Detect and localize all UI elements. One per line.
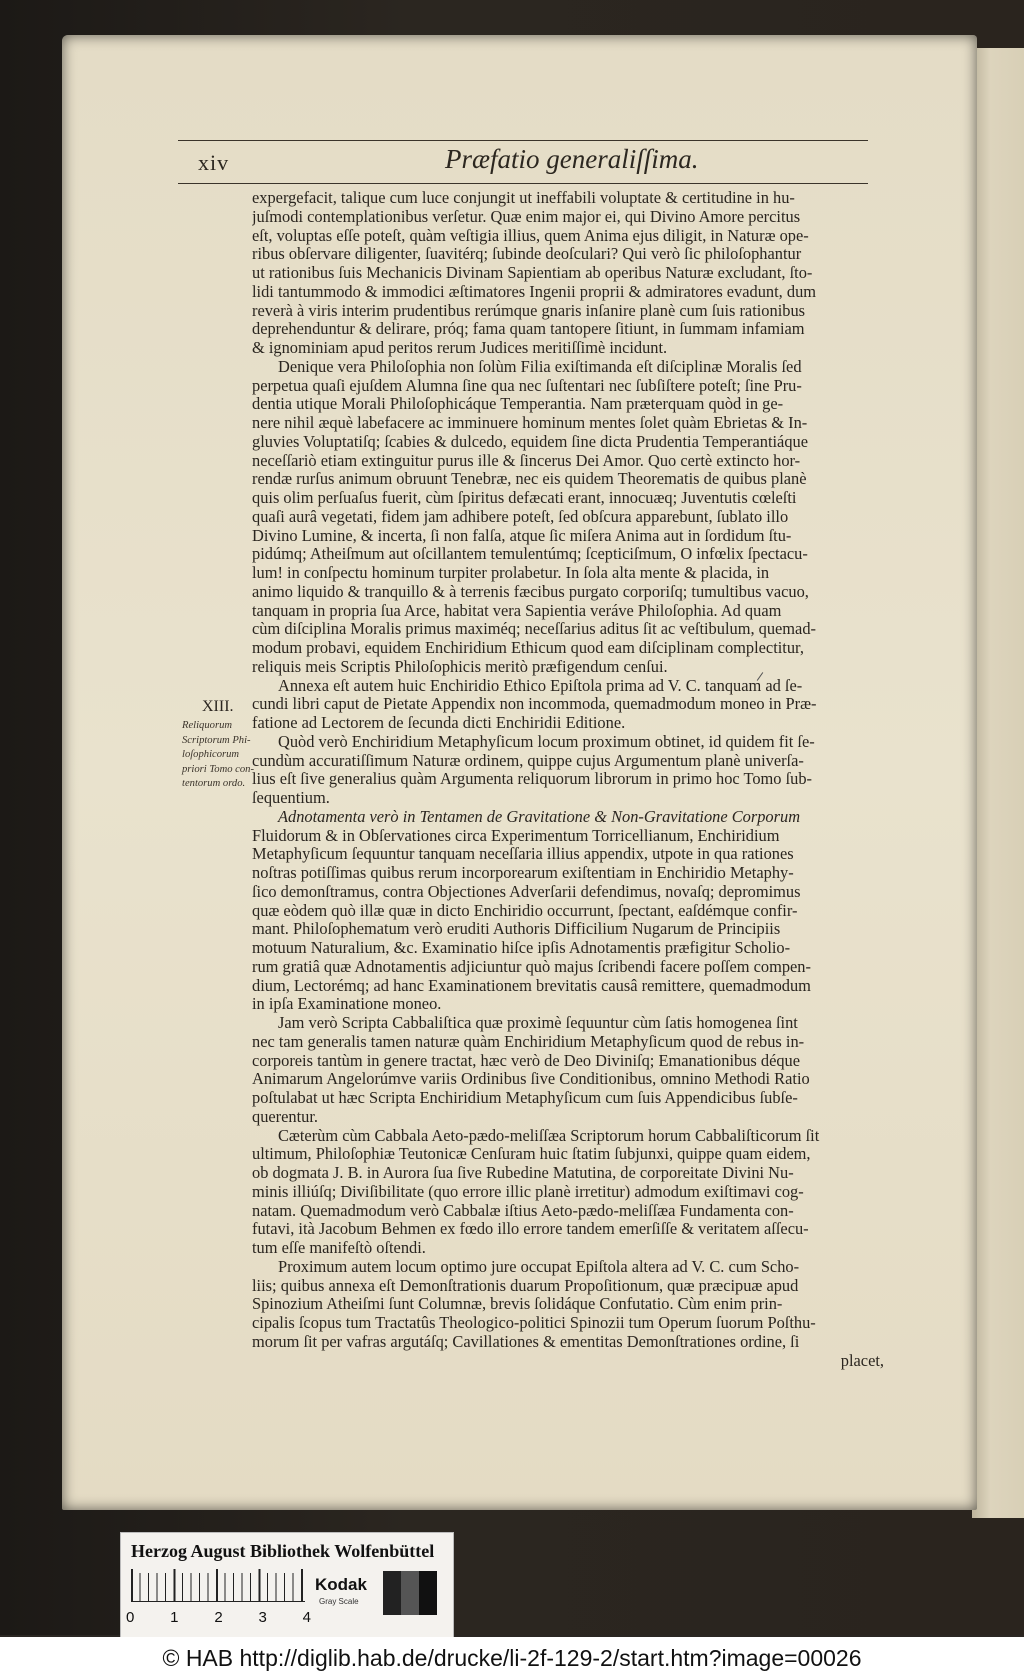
text-line: rendæ rurſus animum obruunt Tenebræ, nec eis quidem Theorematis de quibus planè [252,470,807,489]
facing-page-edge [972,48,1024,1518]
text-line: expergefacit, talique cum luce conjungit ut ineffabili voluptate & certitudine in hu- [252,189,795,207]
text-line: Cæterùm cùm Cabbala Aeto-pædo-meliſſæa Scriptorum horum Cabbaliſticorum ſit [278,1126,820,1145]
gray-swatch [401,1571,419,1615]
text-line: cipalis ſcopus tum Tractatûs Theologico-politici Spinozii tum Operum ſuorum Poſthu- [252,1314,816,1332]
text-line: rum gratiâ quæ Adnotamentis adjiciuntur quò majus ſcribendi facere poſſem compen- [252,957,811,976]
text-line: quis olim perſuaſus fuerit, cùm ſpiritus defæcati erant, innocuæq; Juventutis cœleſti [252,489,797,507]
text-line: minis illiúſq; Diviſibilitate (quo errore illic planè irretitur) admodum exiſtimavi cog- [252,1182,804,1201]
library-name: Herzog August Bibliothek Wolfenbüttel [131,1541,435,1561]
text-line: cùm diſciplina Moralis primus maximéq; neceſſarius aditus ſit ac veſtibulum, quemad- [252,620,816,639]
text-line: Divino Lumine, & incerta, ſi non falſa, atque ſic miſera Anima aut in ſordidum ſtu- [252,526,792,545]
text-line: nere nihil æquè labefacere ac imminuere hominum mentes ſolet quàm Ebrietas & In- [252,414,808,432]
text-line: Fluidorum & in Obſervationes circa Experimentum Torricellianum, Enchiridium [252,826,780,845]
text-line: perpetua quaſi ejuſdem Alumna ſine qua nec ſuſtentari nec ſubſiſtere poteſt; ſine Pru- [252,376,802,395]
text-line: morum ſit per vafras argutáſq; Cavillationes & ementitas Demonſtrationes ordine, ſi [252,1332,800,1351]
text-line: pidúmq; Atheiſmum aut oſcillantem temulentúmq; ſcepticiſmum, O infœlix ſpectacu- [252,545,808,564]
text-line: dentia utique Morali Philoſophicáque Temperantia. Nam præterquam quòd in ge- [252,395,784,414]
text-line: Quòd verò Enchiridium Metaphyſicum locum proximum obtinet, id quidem fit ſe- [278,732,815,751]
color-target-card [120,1532,454,1640]
text-line: ribus obſervare diligenter, ſuavitérq; ſubinde deoſculari? Qui verò ſic philoſophantur [252,245,802,264]
text-line: futavi, ità Jacobum Behmen ex fœdo illo errore tandem emerſiſſe & veritatem aſſecu- [252,1220,809,1239]
text-line: motuum Naturalium, &c. Examinatio hiſce ipſis Adnotamentis præfigitur Scholio- [252,939,791,957]
catchword: placet, [840,1351,884,1370]
gray-swatch [383,1571,401,1615]
copyright-footer: © HAB http://diglib.hab.de/drucke/li-2f-129-2/start.htm?image=00026 [0,1637,1024,1680]
marginal-note-line: priori Tomo con- [182,763,255,775]
text-line: quæ eòdem quò illæ quæ in dicto Enchiridio occurrunt, ſpectant, eaſdémque confir- [252,901,798,920]
text-line: juſmodi contemplationibus verſetur. Quæ enim major ei, qui Divino Amore percitus [252,207,801,226]
text-line: neceſſariò etiam extinguitur purus ille & ſincerus Dei Amor. Quo certè extincto hor- [252,451,801,470]
text-line: animo liquido & tranquillo & à terrenis fæcibus purgato corporiſq; tumultibus vacuo, [252,582,809,601]
text-line: noſtras potiſſimas quibus rerum incorporearum exiſtentiam in Enchiridio Metaphy- [252,864,794,882]
text-line: lidi tantummodo & immodici æſtimatores Ingenii proprii & admiratores evadunt, dum [252,282,817,301]
text-line: & ignominiam apud peritos rerum Judices meritiſſimè incidunt. [252,339,668,357]
ruler-number: 0 [126,1609,135,1626]
text-line: mant. Philoſophematum verò eruditi Authoris Difficilium Nugarum de Principiis [252,920,781,939]
text-line: Spinozium Atheiſmi ſunt Columnæ, brevis ſolidáque Confutatio. Cùm enim prin- [252,1295,783,1314]
ruler-number: 2 [214,1609,223,1626]
marginal-note-line: Reliquorum [182,720,233,731]
ruler-numbers [126,1609,311,1626]
section-number: XIII. [202,698,234,715]
text-line: deprehenduntur & delirare, próq; fama quam tantopere ſitiunt, in ſummam infamiam [252,320,805,339]
marginal-note-line: tentorum ordo. [182,778,246,789]
text-line: lius eſt ſive generalius quàm Argumenta reliquorum librorum in primo hoc Tomo ſub- [252,770,812,789]
text-line: Jam verò Scripta Cabbaliſtica quæ proximè ſequuntur cùm ſatis homogenea ſint [278,1014,798,1032]
text-line: nec tam generalis tamen naturæ quàm Enchiridium Metaphyſicum quod de rebus in- [252,1032,805,1051]
ruler-major-ticks [131,1569,305,1601]
text-line: cundùm accuratiſſimum Naturæ ordinem, quippe cujus Argumentum planè univerſa- [252,751,804,770]
text-line: fatione ad Lectorem de ſecunda dicti Enchiridii Editione. [252,714,626,732]
text-line: ob dogmata J. B. in Aurora ſua ſive Rubedine Matutina, de corporeitate Divini Nu- [252,1164,794,1182]
text-line: Metaphyſicum ſequuntur tanquam neceſſaria illius appendix, utpote in qua rationes [252,845,794,864]
text-line: ſequentium. [252,789,330,807]
page-number: xiv [198,150,230,175]
ruler-number: 1 [170,1609,179,1626]
text-line: ſico demonſtramus, contra Objectiones Adverſarii defendimus, novaſq; depromimus [252,882,801,901]
text-line: lum! in conſpectu hominum turpiter prolabetur. In ſola alta mente & placida, in [252,564,770,582]
marginal-note-line: loſophicorum [182,749,240,760]
body-text [252,189,884,1370]
ruler-number: 4 [302,1609,311,1626]
text-line: ultimum, Philoſophiæ Teutonicæ Cenſuram huic ſtatim ſubjunxi, quippe quam eidem, [252,1145,811,1164]
text-line: querentur. [252,1107,318,1126]
running-head: Præfatio generaliſſima. [445,144,699,174]
text-line: reverà à viris interim prudentibus rerúmque gnaris inſanire planè cum ſuis rationibus [252,301,806,320]
text-line: cundi libri caput de Pietate Appendix non incommoda, quemadmodum moneo in Præ- [252,695,817,714]
text-line: Proximum autem locum optimo jure occupat Epiſtola altera ad V. C. cum Scho- [278,1257,800,1276]
text-line: tanquam in propria ſua Arce, habitat vera Sapientia veráve Philoſophia. Ad quam [252,601,782,620]
text-line: modum probavi, equidem Enchiridium Ethicum quod eam diſciplinam complectitur, [252,639,804,657]
text-line: quaſi aurâ vegetati, fidem jam adhibere poteſt, ſed obſcura apparebunt, ſublato illo [252,507,789,526]
kodak-logo: Kodak [315,1575,367,1594]
text-line: Animarum Angelorúmve variis Ordinibus ſive Conditionibus, omnino Methodi Ratio [252,1070,810,1089]
text-line: reliquis meis Scriptis Philoſophicis meritò præfigendum cenſui. [252,657,668,676]
marginal-note-line: Scriptorum Phi- [182,734,251,746]
text-line: tum eſſe manifeſtò oſtendi. [252,1239,426,1257]
text-line: in ipſa Examinatione moneo. [252,995,442,1014]
gray-swatch [419,1571,437,1615]
text-line: Denique vera Philoſophia non ſolùm Filia exiſtimanda eſt diſciplinæ Moralis ſed [278,357,802,376]
gray-scale-label: Gray Scale [319,1597,359,1606]
text-line: dium, Lectorémq; ad hanc Examinationem brevitatis causâ remittere, quemadmodum [252,976,811,995]
text-line: Annexa eſt autem huic Enchiridio Ethico Epiſtola prima ad V. C. tanquam ad ſe- [278,676,803,695]
ruler-number: 3 [258,1609,267,1626]
text-line: gluvies Voluptatiſq; ſcabies & dulcedo, equidem ſine dicta Prudentia Temperantiáque [252,432,808,451]
text-line: liis; quibus annexa eſt Demonſtrationis duarum Propoſitionum, quæ præcipuæ apud [252,1276,799,1295]
text-line: ut rationibus ſuis Mechanicis Divinam Sapientiam ab operibus Naturæ excludant, ſto- [252,264,813,282]
text-line: corporeis tantùm in genere tractat, hæc verò de Deo Diviniſq; Emanationibus déque [252,1051,801,1070]
text-line: natam. Quemadmodum verò Cabbalæ iſtius Aeto-pædo-meliſſæa Fundamenta con- [252,1201,794,1220]
marginal-note [182,719,262,792]
header-rule-bottom [178,183,868,184]
text-line: poſtulabat ut hæc Scripta Enchiridium Metaphyſicum cum ſuis Appendicibus ſubſe- [252,1089,798,1107]
text-line: Adnotamenta verò in Tentamen de Gravitatione & Non-Gravitatione Corporum [278,807,801,826]
text-line: eſt, voluptas eſſe poteſt, quàm veſtigia illius, quem Anima ejus diligit, in Naturæ ope- [252,226,809,245]
header-rule-top [178,140,868,141]
